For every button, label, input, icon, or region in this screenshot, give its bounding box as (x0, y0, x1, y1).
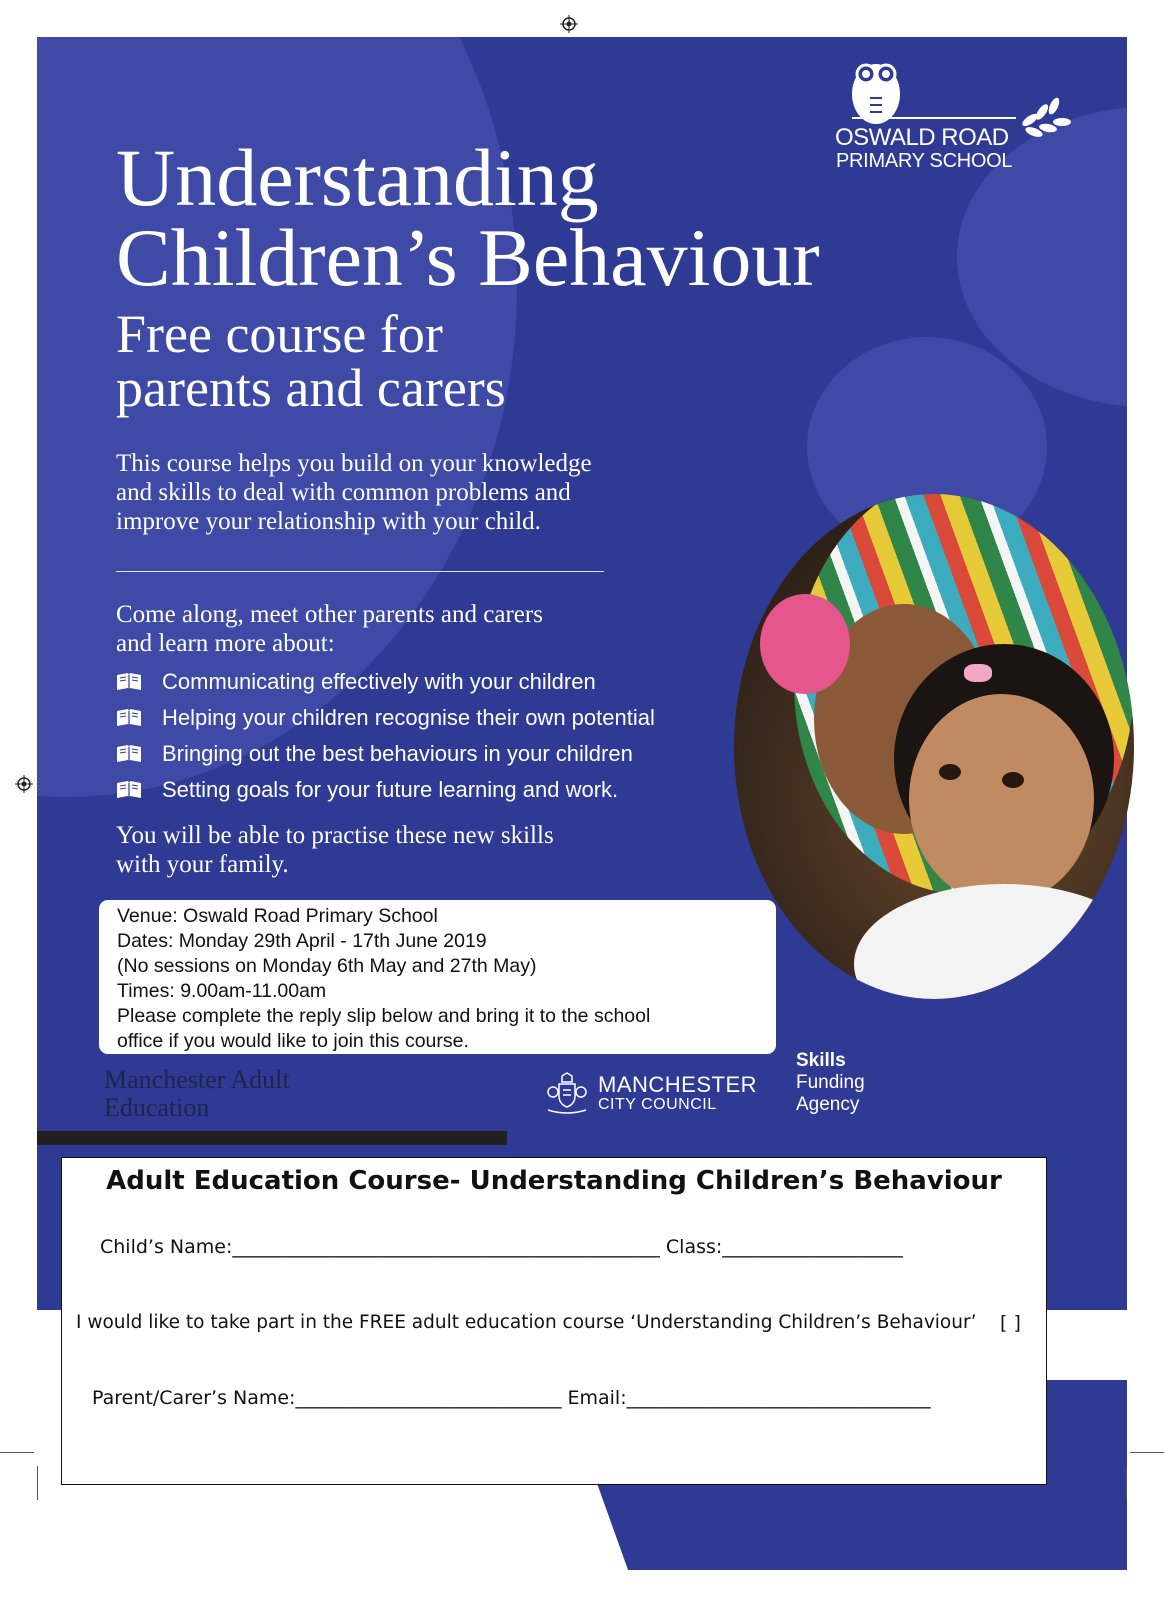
list-item (116, 772, 655, 808)
child-face (909, 694, 1094, 904)
consent-text: I would like to take part in the FREE adult education course ‘Understanding Children’s Behaviour’ (76, 1312, 977, 1333)
child-eye (1002, 772, 1024, 788)
practise-text (116, 821, 554, 879)
subtitle-line-1: Free course for (116, 304, 443, 364)
come-along-line: Come along, meet other parents and carers (116, 601, 543, 628)
skills-funding-agency-logo (796, 1050, 865, 1116)
list-item (116, 736, 655, 772)
hair-clip (964, 664, 992, 682)
reply-slip (61, 1157, 1047, 1485)
sfa-line: Skills (796, 1050, 846, 1071)
mae-line: Manchester Adult (104, 1065, 290, 1094)
no-sessions-line: (No sessions on Monday 6th May and 27th May) (117, 955, 537, 977)
topic-text: Helping your children recognise their own potential (162, 705, 655, 730)
list-item (116, 664, 655, 700)
instruction-line: Please complete the reply slip below and bring it to the school (117, 1005, 651, 1027)
registration-mark-icon (560, 15, 578, 33)
crest-icon (544, 1072, 590, 1116)
book-icon (116, 672, 142, 692)
venue-details-box (99, 900, 776, 1054)
pink-ball (760, 594, 850, 694)
intro-paragraph (116, 449, 696, 536)
instruction-line: office if you would like to join this course. (117, 1030, 469, 1052)
child-eye (939, 764, 961, 780)
sfa-line: Funding (796, 1072, 865, 1093)
practise-line: with your family. (116, 851, 289, 878)
mcc-line: CITY COUNCIL (598, 1096, 717, 1113)
registration-mark-icon (15, 775, 33, 793)
mae-line: Education (104, 1093, 210, 1122)
intro-line: This course helps you build on your knowledge (116, 450, 592, 477)
book-icon (116, 708, 142, 728)
manchester-adult-education-logo (104, 1066, 290, 1122)
child-name-field[interactable]: Child’s Name:_____________________________________________ Class:___________________ (100, 1236, 903, 1258)
topic-list (116, 664, 655, 808)
sfa-line: Agency (796, 1094, 860, 1115)
times-line: Times: 9.00am-11.00am (117, 980, 327, 1002)
subtitle-line-2: parents and carers (116, 358, 506, 418)
mother-and-child-photo (734, 494, 1134, 999)
come-along-text (116, 600, 543, 658)
crop-mark (0, 1452, 34, 1453)
list-item (116, 700, 655, 736)
crop-mark (1130, 1452, 1164, 1453)
child-shirt (854, 884, 1134, 999)
crop-mark (37, 1466, 38, 1500)
divider (116, 571, 604, 572)
manchester-city-council-logo (544, 1072, 757, 1116)
reply-slip-title: Adult Education Course- Understanding Children’s Behaviour (106, 1166, 1002, 1196)
intro-line: improve your relationship with your child. (116, 508, 541, 535)
book-icon (116, 780, 142, 800)
dates-line: Dates: Monday 29th April - 17th June 2019 (117, 930, 487, 952)
crop-mark (1126, 1466, 1127, 1500)
school-name: OSWALD ROAD (835, 124, 1009, 151)
topic-text: Communicating effectively with your children (162, 669, 596, 694)
school-name-sub: PRIMARY SCHOOL (836, 150, 1013, 172)
title-line-1: Understanding (116, 132, 599, 223)
parent-email-field[interactable]: Parent/Carer’s Name:____________________________ Email:________________________________ (92, 1387, 931, 1409)
come-along-line: and learn more about: (116, 630, 335, 657)
topic-text: Bringing out the best behaviours in your children (162, 741, 633, 766)
title-line-2: Children’s Behaviour (116, 212, 820, 303)
book-icon (116, 744, 142, 764)
practise-line: You will be able to practise these new skills (116, 822, 554, 849)
intro-line: and skills to deal with common problems and (116, 479, 571, 506)
mcc-line: MANCHESTER (598, 1072, 758, 1097)
consent-checkbox[interactable]: [ ] (1000, 1312, 1021, 1334)
venue-line: Venue: Oswald Road Primary School (117, 905, 438, 927)
dark-bar (37, 1131, 507, 1145)
topic-text: Setting goals for your future learning and work. (162, 777, 619, 802)
